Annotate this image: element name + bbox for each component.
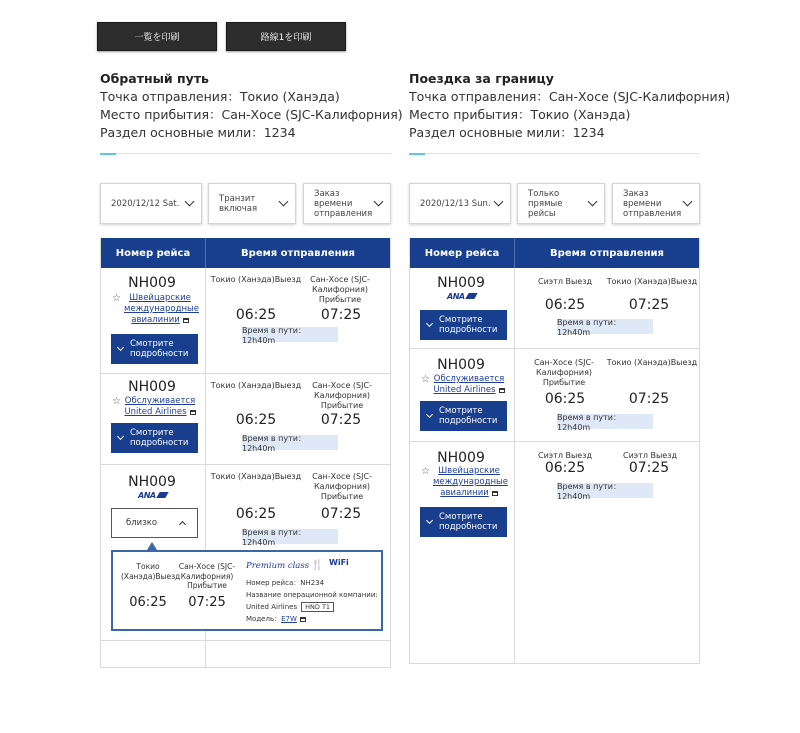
detail-flight-number: Номер рейса：NH234 — [246, 579, 325, 587]
star-icon[interactable]: ☆ — [112, 293, 121, 304]
duration-badge: Время в пути：12h40m — [557, 483, 653, 498]
departure-time: 06:25 — [235, 506, 277, 522]
outbound-date-value: 2020/12/12 Sat. — [111, 198, 180, 209]
star-icon[interactable]: ☆ — [112, 396, 121, 407]
model-link[interactable]: E7W — [281, 615, 297, 623]
flight-number: NH009 — [128, 275, 176, 291]
arrival-time: 07:25 — [628, 391, 670, 407]
chevron-down-icon — [426, 411, 433, 418]
print-list-button[interactable]: 一覧を印刷 — [97, 22, 217, 51]
detail-model-row — [246, 613, 378, 625]
departure-label: Токио (Ханэда)Выезд — [210, 275, 302, 284]
detail-departure-time: 06:25 — [129, 595, 167, 610]
carrier-link[interactable]: Обслуживается United Airlines — [124, 396, 196, 417]
inbound-divider — [409, 153, 700, 154]
external-link-icon — [492, 491, 498, 496]
outbound-date-select[interactable] — [100, 183, 202, 224]
wifi-icon: WiFi — [329, 558, 349, 567]
flight-number: NH009 — [437, 357, 485, 373]
inbound-departure: Точка отправления：Сан-Хосе (SJC-Калифорния) — [409, 89, 731, 104]
duration-badge: Время в пути：12h40m — [557, 414, 653, 429]
departure-label: Сиэтл Выезд — [537, 451, 592, 460]
outbound-transit-value: Транзит включая — [219, 193, 258, 214]
inbound-arrival: Место прибытия：Токио (Ханэда) — [409, 107, 631, 122]
chevron-down-icon — [117, 344, 124, 351]
chevron-down-icon — [426, 517, 433, 524]
print-route-button[interactable]: 路線1を印刷 — [226, 22, 346, 51]
flight-detail-panel — [111, 550, 383, 631]
outbound-arrival: Место прибытия：Сан-Хосе (SJC-Калифорния) — [100, 107, 403, 122]
outbound-order-value: Заказ времени отправления — [314, 188, 373, 219]
flight-number-header: Номер рейса — [410, 238, 515, 268]
arrival-label: Сан-Хосе (SJC-Калифорния) Прибытие — [310, 275, 370, 304]
inbound-summary — [409, 70, 731, 142]
outbound-order-select[interactable] — [303, 183, 391, 224]
carrier-link[interactable]: Швейцарские международные авиалинии — [433, 466, 508, 498]
terminal-badge: HND T1 — [301, 602, 334, 612]
details-button[interactable]: Смотрите подробности — [420, 401, 507, 431]
arrival-label: Токио (Ханэда)Выезд — [606, 277, 698, 286]
carrier-link[interactable]: Швейцарские международные авиалинии — [124, 293, 199, 325]
detail-operator-label: Название операционной компании: — [246, 591, 378, 599]
arrival-time: 07:25 — [320, 506, 362, 522]
chevron-down-icon — [426, 320, 433, 327]
departure-label: Токио (Ханэда)Выезд — [210, 381, 302, 390]
external-link-icon — [190, 410, 196, 415]
outbound-summary — [100, 70, 403, 142]
carrier-link[interactable]: Обслуживается United Airlines — [433, 374, 505, 395]
inbound-date-select[interactable] — [409, 183, 511, 224]
arrival-time: 07:25 — [320, 307, 362, 323]
arrival-time: 07:25 — [628, 460, 670, 476]
chevron-down-icon — [588, 196, 598, 206]
external-link-icon — [499, 388, 505, 393]
arrival-label: Сан-Хосе (SJC-Калифорния) Прибытие — [312, 381, 372, 410]
chevron-down-icon — [279, 196, 289, 206]
departure-time-header: Время отправления — [241, 247, 355, 259]
flight-number: NH009 — [128, 474, 176, 490]
duration-badge: Время в пути：12h40m — [242, 529, 338, 544]
inbound-transit-select[interactable] — [517, 183, 605, 224]
arrival-time: 07:25 — [320, 412, 362, 428]
detail-operator-row — [246, 601, 378, 613]
inbound-date-value: 2020/12/13 Sun. — [420, 198, 491, 209]
arrival-label: Сиэтл Выезд — [622, 451, 677, 460]
star-icon[interactable]: ☆ — [421, 466, 430, 477]
duration-badge: Время в пути：12h40m — [557, 319, 653, 334]
premium-class-label: Premium class — [246, 561, 310, 571]
departure-time: 06:25 — [544, 391, 586, 407]
details-button[interactable]: Смотрите подробности — [420, 310, 507, 340]
flight-number: NH009 — [128, 379, 176, 395]
chevron-up-icon — [179, 521, 186, 528]
fork-knife-icon: 🍴 — [311, 560, 324, 571]
details-button[interactable]: Смотрите подробности — [111, 334, 198, 364]
outbound-transit-select[interactable] — [208, 183, 296, 224]
detail-departure-label: Токио (Ханэда)Выезд — [121, 562, 181, 581]
arrival-label: Сан-Хосе (SJC-Калифорния) Прибытие — [312, 472, 372, 501]
chevron-down-icon — [683, 196, 693, 206]
inbound-order-select[interactable] — [612, 183, 700, 224]
outbound-title: Обратный путь — [100, 71, 209, 86]
inbound-title: Поездка за границу — [409, 71, 554, 86]
chevron-down-icon — [374, 196, 384, 206]
departure-label: Сан-Хосе (SJC-Калифорния) Прибытие — [534, 358, 594, 387]
duration-badge: Время в пути：12h40m — [242, 327, 338, 342]
ana-logo: ANA — [138, 491, 167, 500]
arrival-time: 07:25 — [628, 297, 670, 313]
chevron-down-icon — [494, 196, 504, 206]
external-link-icon — [300, 617, 306, 622]
detail-info — [246, 577, 378, 625]
outbound-departure: Точка отправления：Токио (Ханэда) — [100, 89, 340, 104]
outbound-miles: Раздел основные мили：1234 — [100, 125, 296, 140]
star-icon[interactable]: ☆ — [421, 374, 430, 385]
flight-number-header: Номер рейса — [101, 238, 206, 268]
inbound-miles: Раздел основные мили：1234 — [409, 125, 605, 140]
outbound-divider — [100, 153, 391, 154]
detail-operator: United Airlines — [246, 603, 298, 611]
departure-time: 06:25 — [235, 307, 277, 323]
departure-time: 06:25 — [544, 297, 586, 313]
flight-number: NH009 — [437, 450, 485, 466]
collapse-button[interactable]: близко — [111, 508, 198, 538]
departure-time: 06:25 — [544, 460, 586, 476]
duration-badge: Время в пути：12h40m — [242, 435, 338, 450]
arrival-label: Токио (Ханэда)Выезд — [606, 358, 698, 367]
detail-model-label: Модель： — [246, 615, 282, 623]
ana-logo: ANA — [447, 292, 476, 301]
inbound-transit-value: Только прямые рейсы — [528, 188, 563, 219]
inbound-order-value: Заказ времени отправления — [623, 188, 682, 219]
chevron-down-icon — [117, 433, 124, 440]
detail-arrival-label: Сан-Хосе (SJC-Калифорния) Прибытие — [178, 562, 236, 590]
details-button[interactable]: Смотрите подробности — [420, 507, 507, 537]
chevron-down-icon — [185, 196, 195, 206]
detail-pointer — [147, 542, 157, 550]
outbound-table-header — [101, 238, 390, 268]
departure-label: Сиэтл Выезд — [537, 277, 592, 286]
departure-label: Токио (Ханэда)Выезд — [210, 472, 302, 481]
detail-arrival-time: 07:25 — [188, 595, 226, 610]
external-link-icon — [183, 318, 189, 323]
flight-number: NH009 — [437, 275, 485, 291]
departure-time: 06:25 — [235, 412, 277, 428]
inbound-table-header — [410, 238, 699, 268]
details-button[interactable]: Смотрите подробности — [111, 423, 198, 453]
departure-time-header: Время отправления — [550, 247, 664, 259]
